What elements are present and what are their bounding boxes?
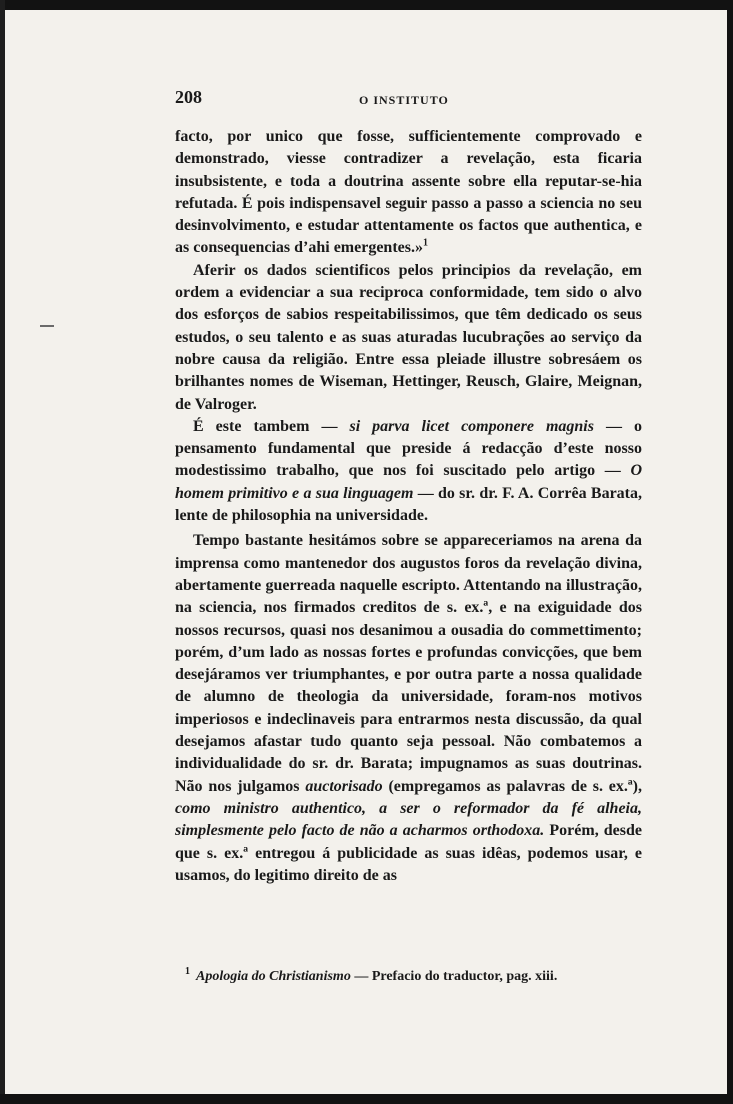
body-text: [175, 126, 642, 887]
text-span: (empregamos as palavras de s. ex.ª),: [382, 777, 642, 795]
text-span: Porém, desde que s. ex.ª entregou á publicidade as suas idêas, podemos usar, e usamos, do legitimo direito de as: [175, 822, 642, 884]
paragraph: [175, 530, 642, 887]
italic-span: Apologia do Christianismo: [196, 969, 351, 984]
text-span: É este tambem —: [193, 417, 350, 435]
text-span: — Prefacio do traductor, pag. xiii.: [350, 969, 558, 984]
scan-border-left: [0, 0, 5, 1104]
text-span: — o pensamento fundamental que preside á redacção d’este nosso modestissimo trabalho, que nos foi suscitado pelo artigo —: [175, 417, 643, 480]
scan-border-bottom: [0, 1094, 733, 1104]
paragraph: [175, 416, 642, 527]
text-span: Tempo bastante hesitámos sobre se appareceriamos na arena da imprensa como mantenedor dos augustos foros da revelação divina, abertamente guerreada naquelle escripto. Attentando na illustração, na sciencia, nos firmados creditos de s. ex.ª, e na exiguidade dos nossos recursos, quasi nos desanimou a ousadia do commettimento; porém, d’um lado as nossas fortes e profundas convicções, que bem desejáramos ver triumphantes, e por outra parte a nossa qualidade de alumno de theologia da universidade, foram-nos motivos imperiosos e indeclinaveis para entrarmos nesta discussão, da qual desejamos afastar tudo quanto seja pessoal. Não combatemos a individualidade do sr. dr. Barata; impugnamos as suas doutrinas. Não nos julgamos: [175, 532, 642, 795]
scan-border-right: [727, 0, 733, 1104]
page-header: [175, 87, 642, 113]
text-span: Aferir os dados scientificos pelos principios da revelação, em ordem a evidenciar a sua reciproca conformidade, tem sido o alvo dos esforços de sabios respeitabilissimos, que têm dedicado os seus estudos, o seu talento e as suas aturadas lucubrações ao serviço da nobre causa da religião. Entre essa pleiade illustre sobresáem os brilhantes nomes de Wiseman, Hettinger, Reusch, Glaire, Meignan, de Valroger.: [175, 261, 642, 413]
footnote-reference: 1: [422, 238, 428, 250]
paragraph: [175, 260, 642, 416]
italic-span: si parva licet componere magnis: [349, 417, 594, 435]
page-number: 208: [175, 87, 202, 107]
italic-span: como ministro authentico, a ser o reformador da fé alheia, simplesmente pelo facto de não a acharmos orthodoxa.: [175, 799, 642, 840]
text-span: facto, por unico que fosse, sufficientemente comprovado e demonstrado, viesse contradizer a revelação, esta ficaria insubsistente, e toda a doutrina assente sobre ella reputar-se-hia refutada. É pois indispensavel seguir passo a passo a sciencia no seu desinvolvimento, e estudar attentamente os factos que authentica, e as consequencias d’ahi emergentes.»: [175, 128, 642, 257]
text-span: — do sr. dr. F. A. Corrêa Barata, lente de philosophia na universidade.: [175, 484, 642, 525]
footnote-number: 1: [185, 966, 190, 978]
italic-span: O homem primitivo e a sua linguagem: [175, 462, 642, 502]
scan-border-top: [0, 0, 733, 10]
paragraph: [175, 126, 642, 260]
italic-span: auctorisado: [305, 777, 383, 795]
running-head: O INSTITUTO: [359, 93, 449, 107]
footnote: [185, 966, 645, 985]
margin-mark: [40, 325, 54, 327]
